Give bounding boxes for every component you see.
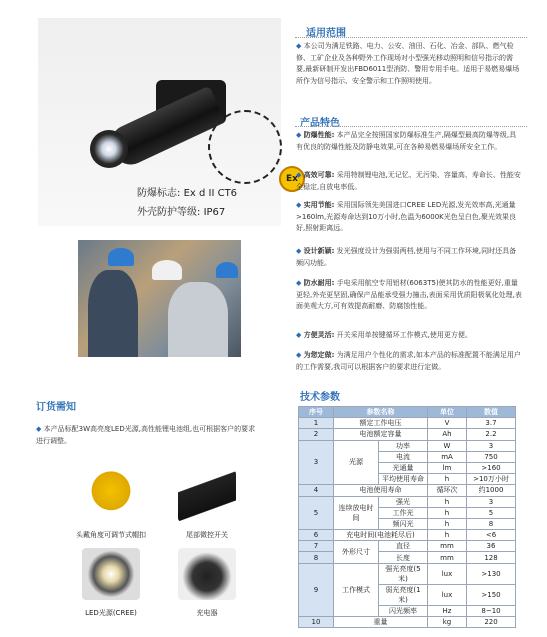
row-value: 3.7 [467,418,516,429]
image-caption: LED光源(CREE) [85,609,137,617]
row-unit: h [428,496,467,507]
row-unit: Ah [428,429,467,440]
feature-item [296,200,522,235]
row-unit: h [428,518,467,529]
ex-badge-icon: Ex [279,166,305,192]
row-name: 功率 [379,440,428,451]
feature-item [296,246,522,269]
row-unit: mA [428,451,467,462]
row-no: 6 [299,530,334,541]
row-name: 光通量 [379,462,428,473]
torch-lens-image [90,130,128,168]
row-unit: h [428,530,467,541]
feature-label: 高效可靠: [303,171,335,179]
row-value: 5 [467,507,516,518]
image-caption: 尾部微控开关 [186,531,228,539]
row-value: 36 [467,541,516,552]
bullet-icon: ◆ [296,247,302,255]
order-title: 订货需知 [36,402,76,413]
mark-label: 防爆标志: [137,188,181,199]
bullet-icon: ◆ [296,351,302,359]
divider [295,37,527,38]
row-unit: 循环次 [428,485,467,496]
row-unit: mm [428,552,467,563]
col-header: 序号 [299,407,334,418]
row-name: 充电时间(电池耗尽后) [334,530,428,541]
row-value: 128 [467,552,516,563]
bullet-icon: ◆ [296,131,302,139]
bullet-icon: ◆ [296,42,302,50]
row-value: 220 [467,616,516,627]
scope-text [296,41,522,87]
led-icon [82,548,140,600]
row-name: 电池使用寿命 [334,485,428,496]
table-row [299,616,516,627]
mark-value: Ex d II CT6 [183,188,238,199]
row-name: 电池额定容量 [334,429,428,440]
blue-helmet-image [216,262,238,278]
image-caption: 充电器 [196,609,218,617]
bullet-icon: ◆ [296,331,302,339]
row-no: 3 [299,440,334,485]
row-unit: h [428,474,467,485]
table-row [299,552,516,563]
row-no: 5 [299,496,334,530]
row-value: >160 [467,462,516,473]
row-value: 8~10 [467,605,516,616]
white-helmet-image [152,260,182,280]
row-unit: lux [428,584,467,605]
feature-item [296,170,522,193]
feature-label: 为您定做: [303,351,335,359]
ip-label: 外壳防护等级: [137,207,201,218]
row-name: 工作光 [379,507,428,518]
row-group: 工作模式 [334,563,379,616]
table-row [299,541,516,552]
row-name: 平均使用寿命 [379,474,428,485]
feature-text: 采用国际领先美国进口CREE LED光源,发光效率高,光通量>160lm,光源寿命达到10万小时,色温为6000K光色呈白色,聚光效果良好,照射距离远。 [296,201,516,232]
features-title: 产品特色 [300,118,340,129]
table-row [299,418,516,429]
feature-item [296,278,522,313]
divider [295,126,527,127]
feature-item [296,130,522,153]
row-value: 3 [467,440,516,451]
scope-body: 本公司为满足铁路、电力、公安、油田、石化、冶金、部队、燃气检修、工矿企业及各种野外工作现场对小型强光移动照明和信号指示的需要,最新研制开发出FBD6011型消防、警用专用手电。适用于易燃易爆场所作为信号指示、安全警示和工作照明使用。 [296,42,520,85]
blue-helmet-image [108,248,134,266]
row-no: 8 [299,552,334,563]
row-unit: Hz [428,605,467,616]
row-value: >130 [467,563,516,584]
row-no: 4 [299,485,334,496]
feature-label: 防水耐用: [303,279,335,287]
row-value: 3 [467,496,516,507]
bullet-icon: ◆ [36,425,42,433]
col-header: 参数名称 [334,407,428,418]
table-row [299,485,516,496]
feature-text: 为满足用户个性化的需求,如本产品的标准配置不能满足用户的工作需要,我司可以根据客户的要求进行定做。 [296,351,521,371]
feature-text: 采用特制锂电池,无记忆、无污染、容量高、寿命长、性能安全稳定,自放电率低。 [296,171,521,191]
row-value: >150 [467,584,516,605]
feature-label: 防爆性能: [303,131,335,139]
row-name: 重量 [334,616,428,627]
row-name: 额定工作电压 [334,418,428,429]
row-value: 750 [467,451,516,462]
row-no: 9 [299,563,334,616]
table-row [299,429,516,440]
spec-title: 技术参数 [300,392,340,403]
table-header-row [299,407,516,418]
row-unit: V [428,418,467,429]
row-value: 8 [467,518,516,529]
row-value: <6 [467,530,516,541]
row-unit: mm [428,541,467,552]
ip-rating [137,203,225,218]
table-row [299,496,516,507]
row-name: 强光 [379,496,428,507]
feature-item [296,350,522,373]
tail-switch-icon [178,470,236,522]
row-no: 7 [299,541,334,552]
feature-label: 实用节能: [303,201,335,209]
row-no: 2 [299,429,334,440]
charger-icon [178,548,236,600]
row-name: 直径 [379,541,428,552]
row-name: 弱光亮度(1米) [379,584,428,605]
row-unit: lux [428,563,467,584]
row-name: 强光亮度(5米) [379,563,428,584]
spec-table [298,406,516,628]
row-group: 光源 [334,440,379,485]
image-caption: 头戴角度可调节式帽扣 [76,531,146,539]
row-no: 1 [299,418,334,429]
feature-text: 本产品完全按照国家防爆标准生产,隔爆型最高防爆等级,具有优良的防爆性能及防静电效果,可在各种易燃易爆场所安全工作。 [296,131,517,151]
row-unit: h [428,507,467,518]
feature-text: 手电采用航空专用铝材(6063T5)使其防水的性能更好,重量更轻,外壳更坚固,确保产品能承受强力撞击,表面采用优质阳极氧化处理,表面美观大方,可有效提高耐磨、防腐蚀性能。 [296,279,522,310]
worker-image [88,270,138,357]
col-header: 单位 [428,407,467,418]
row-unit: lm [428,462,467,473]
row-group: 连续放电时间 [334,496,379,530]
explosion-mark [137,184,237,199]
bullet-icon: ◆ [296,201,302,209]
lanyard-image [208,110,282,184]
table-row [299,530,516,541]
feature-text: 发光强度设计为强弱两档,使用与不同工作环境,同时还具备频闪功能。 [296,247,517,267]
row-name: 频闪光 [379,518,428,529]
row-name: 长度 [379,552,428,563]
scope-title: 适用范围 [306,28,346,39]
bullet-icon: ◆ [296,279,302,287]
row-value: 约1000 [467,485,516,496]
feature-text: 开关采用单按键循环工作模式,使用更方便。 [336,331,472,339]
feature-label: 设计新颖: [303,247,335,255]
worker-image [168,282,228,357]
worker-photo [78,240,241,357]
bullet-icon: ◆ [296,171,302,179]
feature-label: 方便灵活: [303,331,335,339]
helmet-clip-icon [82,470,140,522]
row-value: 2.2 [467,429,516,440]
row-name: 闪光频率 [379,605,428,616]
row-no: 10 [299,616,334,627]
ip-value: IP67 [203,207,226,218]
row-value: >10万小时 [467,474,516,485]
row-name: 电流 [379,451,428,462]
order-body: 本产品标配3W高亮度LED光源,高性能锂电池组,也可根据客户的要求进行调整。 [36,425,256,445]
table-row [299,440,516,451]
row-unit: kg [428,616,467,627]
order-text [36,424,261,447]
row-group: 外形尺寸 [334,541,379,563]
table-row [299,563,516,584]
row-unit: W [428,440,467,451]
feature-item [296,330,522,342]
col-header: 数值 [467,407,516,418]
